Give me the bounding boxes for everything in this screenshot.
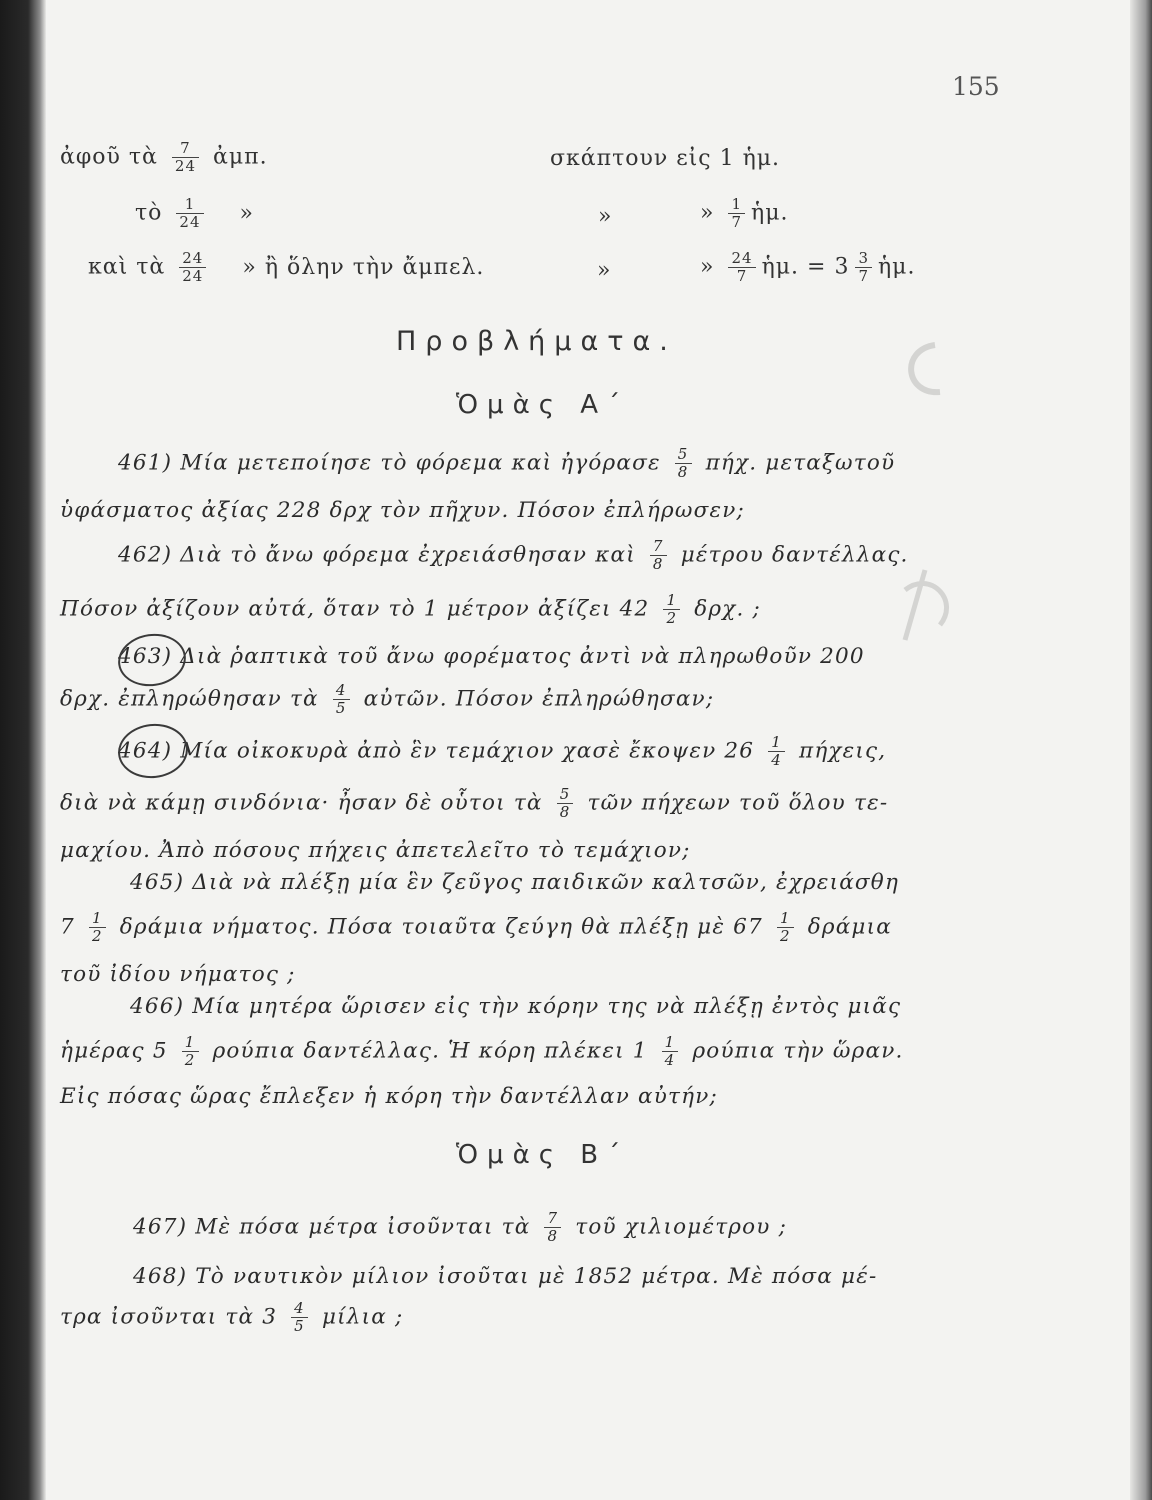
problem-468-line-2 bbox=[60, 1300, 403, 1335]
text: δράμια bbox=[807, 914, 892, 940]
text: διὰ νὰ κάμῃ σινδόνια· ἦσαν δὲ οὗτοι τὰ bbox=[60, 790, 543, 816]
calc-row-1-fraction: $\frac{7}{24}$ bbox=[172, 140, 199, 175]
calc-row-3-result-fraction: $\frac{24}{7}$ bbox=[728, 250, 755, 285]
problem-465-line-3: τοῦ ἰδίου νήματος ; bbox=[60, 962, 296, 987]
calc-row-2-result bbox=[700, 196, 789, 231]
text: 464) Μία οἰκοκυρὰ ἀπὸ ἓν τεμάχιον χασὲ ἔκοψεν 26 bbox=[118, 738, 755, 764]
fraction: $\frac{1}{2}$ bbox=[182, 1034, 199, 1069]
problem-464-line-2 bbox=[60, 786, 888, 821]
text: 467) Μὲ πόσα μέτρα ἰσοῦνται τὰ bbox=[133, 1214, 531, 1240]
problem-462-line-1 bbox=[118, 538, 909, 573]
text: μίλια ; bbox=[321, 1304, 404, 1330]
text: 462) Διὰ τὸ ἄνω φόρεμα ἐχρειάσθησαν καὶ bbox=[118, 542, 636, 568]
text: Πόσον ἀξίζουν αὐτά, ὅταν τὸ 1 μέτρον ἀξίζει 42 bbox=[60, 596, 650, 622]
fraction: $\frac{1}{2}$ bbox=[663, 592, 680, 627]
page-number: 155 bbox=[952, 72, 1000, 101]
group-a-title: Ὁμὰς Α΄ bbox=[456, 390, 630, 420]
problem-464-line-3: μαχίου. Ἀπὸ πόσους πήχεις ἀπετελεῖτο τὸ τεμάχιον; bbox=[60, 838, 691, 863]
calc-row-3-fraction: $\frac{24}{24}$ bbox=[179, 250, 206, 285]
problem-467 bbox=[133, 1210, 787, 1245]
fraction: $\frac{7}{8}$ bbox=[544, 1210, 561, 1245]
calc-row-3-result bbox=[700, 250, 915, 285]
text: 461) Μία μετεποίησε τὸ φόρεμα καὶ ἠγόρασε bbox=[118, 450, 661, 476]
calc-row-2 bbox=[135, 196, 254, 231]
text: ἡμέρας 5 bbox=[60, 1038, 168, 1064]
calc-row-3-text: » ἢ ὅλην τὴν ἄμπελ. bbox=[242, 254, 485, 280]
calc-row-3-mixed-fraction: $\frac{3}{7}$ bbox=[855, 250, 872, 285]
problem-466-line-1: 466) Μία μητέρα ὥρισεν εἰς τὴν κόρην της νὰ πλέξῃ ἐντὸς μιᾶς bbox=[130, 994, 902, 1019]
problem-462-line-2 bbox=[60, 592, 761, 627]
fraction: $\frac{5}{8}$ bbox=[557, 786, 574, 821]
text: αὐτῶν. Πόσον ἐπληρώθησαν; bbox=[363, 686, 715, 712]
unit: ἡμ. bbox=[751, 200, 789, 226]
problem-461-line-2: ὑφάσματος ἀξίας 228 δρχ τὸν πῆχυν. Πόσον ἐπλήρωσεν; bbox=[60, 498, 745, 523]
calc-row-3 bbox=[88, 250, 484, 285]
problem-464-line-1 bbox=[118, 734, 886, 769]
group-b-title: Ὁμὰς Β΄ bbox=[456, 1140, 630, 1170]
calc-row-1-prefix: ἀφοῦ τὰ bbox=[60, 144, 158, 170]
text: δράμια νήματος. Πόσα τοιαῦτα ζεύγη θὰ πλέξῃ μὲ 67 bbox=[119, 914, 763, 940]
text: 7 bbox=[60, 914, 75, 940]
text: πήχεις, bbox=[799, 738, 887, 764]
fraction: $\frac{1}{4}$ bbox=[662, 1034, 679, 1069]
fraction: $\frac{1}{2}$ bbox=[89, 910, 106, 945]
unit: ἡμ. = 3 bbox=[761, 254, 850, 280]
unit: ἡμ. bbox=[878, 254, 916, 280]
problem-465-line-1: 465) Διὰ νὰ πλέξῃ μία ἓν ζεῦγος παιδικῶν καλτσῶν, ἐχρειάσθη bbox=[130, 870, 900, 895]
problem-461-line-1 bbox=[118, 446, 895, 481]
text: πήχ. μεταξωτοῦ bbox=[705, 450, 896, 476]
calc-row-2-result-fraction: $\frac{1}{7}$ bbox=[728, 196, 745, 231]
calc-row-1 bbox=[60, 140, 268, 175]
fraction: $\frac{5}{8}$ bbox=[675, 446, 692, 481]
fraction: $\frac{4}{5}$ bbox=[291, 1300, 308, 1335]
problem-465-line-2 bbox=[60, 910, 892, 945]
problem-463-line-2 bbox=[60, 682, 714, 717]
fraction: $\frac{1}{4}$ bbox=[768, 734, 785, 769]
fraction: $\frac{4}{5}$ bbox=[333, 682, 350, 717]
problem-466-line-2 bbox=[60, 1034, 904, 1069]
text: δρχ. ἐπληρώθησαν τὰ bbox=[60, 686, 319, 712]
fraction: $\frac{1}{2}$ bbox=[777, 910, 794, 945]
calc-row-2-prefix: τὸ bbox=[135, 200, 163, 226]
calc-row-3-prefix: καὶ τὰ bbox=[88, 254, 166, 280]
problem-466-line-3: Εἰς πόσας ὥρας ἔπλεξεν ἡ κόρη τὴν δαντέλλαν αὐτήν; bbox=[60, 1084, 718, 1109]
section-title: Προβλήματα. bbox=[396, 326, 677, 357]
calc-row-3-ditto: » bbox=[597, 258, 612, 283]
text: μέτρου δαντέλλας. bbox=[680, 542, 909, 568]
fraction: $\frac{7}{8}$ bbox=[650, 538, 667, 573]
calc-row-1-unit: ἀμπ. bbox=[213, 144, 268, 170]
text: τρα ἰσοῦνται τὰ 3 bbox=[60, 1304, 278, 1330]
text: ρούπια τὴν ὥραν. bbox=[692, 1038, 904, 1064]
text: τοῦ χιλιομέτρου ; bbox=[575, 1214, 788, 1240]
text: τῶν πήχεων τοῦ ὅλου τε- bbox=[587, 790, 889, 816]
problem-463-line-1: 463) Διὰ ῥαπτικὰ τοῦ ἄνω φορέματος ἀντὶ νὰ πληρωθοῦν 200 bbox=[118, 644, 865, 669]
ditto-mark: » bbox=[239, 200, 254, 226]
text: δρχ. ; bbox=[694, 596, 761, 622]
text: ρούπια δαντέλλας. Ἡ κόρη πλέκει 1 bbox=[212, 1038, 648, 1064]
problem-468-line-1: 468) Τὸ ναυτικὸν μίλιον ἰσοῦται μὲ 1852 μέτρα. Μὲ πόσα μέ- bbox=[133, 1264, 878, 1289]
ditto-mark: » bbox=[700, 200, 715, 226]
calc-row-1-result: σκάπτουν εἰς 1 ἡμ. bbox=[550, 146, 781, 171]
ditto-mark: » bbox=[700, 254, 715, 280]
calc-row-2-fraction: $\frac{1}{24}$ bbox=[176, 196, 203, 231]
calc-row-2-ditto: » bbox=[598, 204, 613, 229]
